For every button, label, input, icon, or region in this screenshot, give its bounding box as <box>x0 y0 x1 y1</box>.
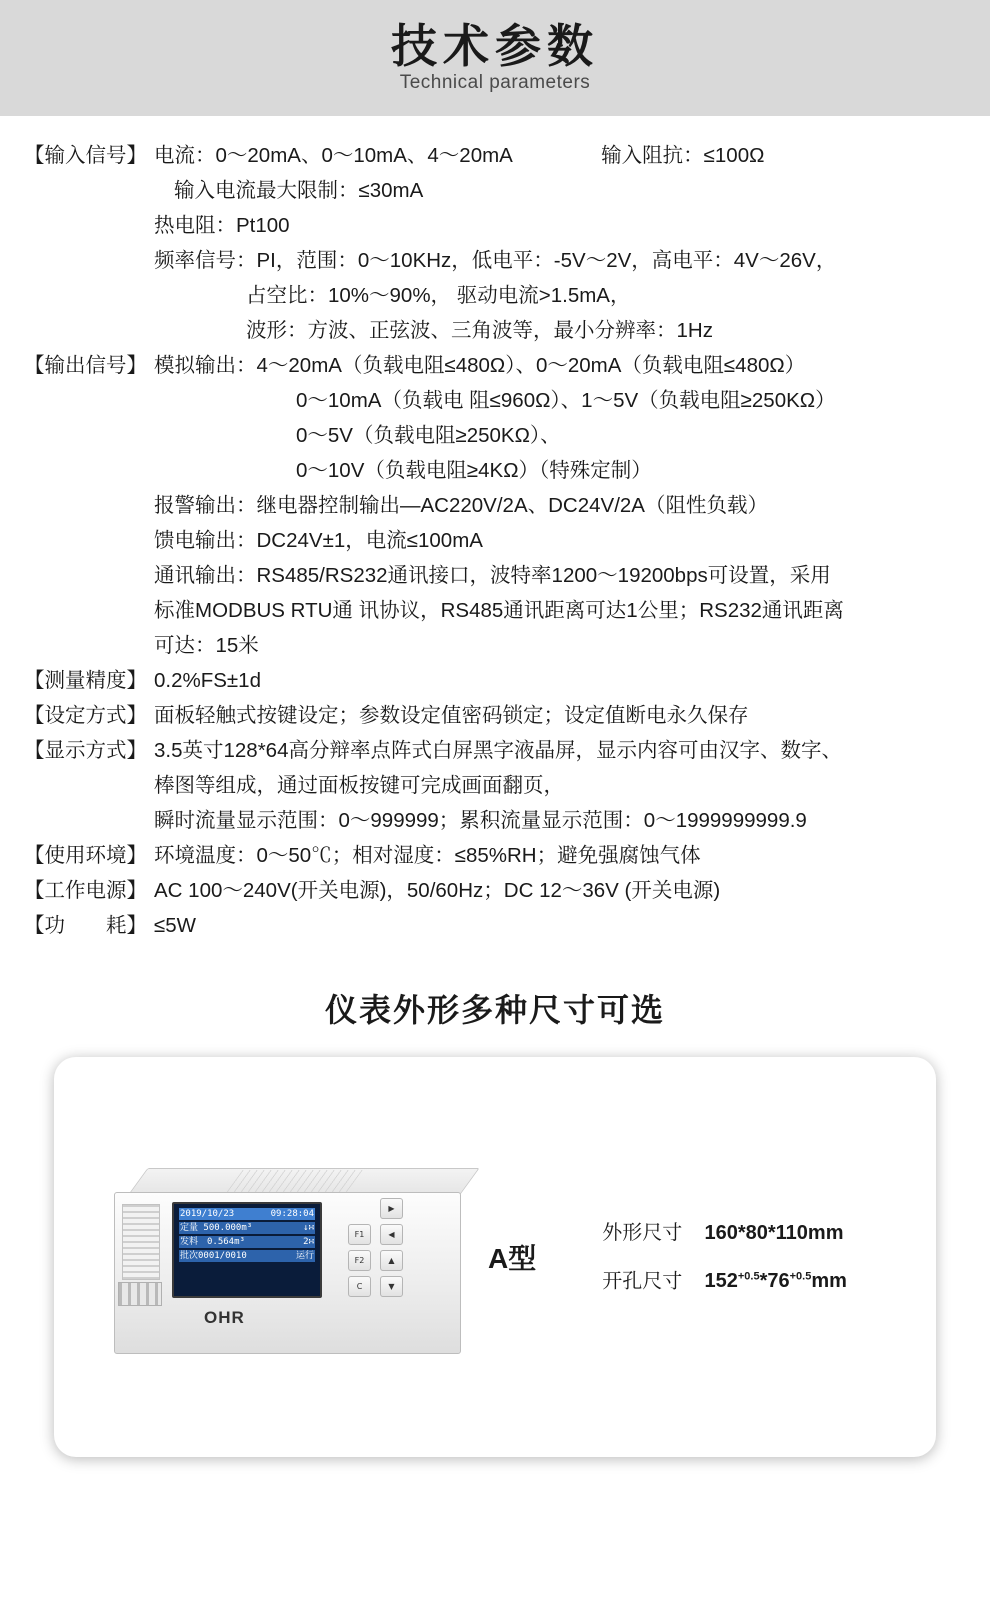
spec-label-environment: 【使用环境】 <box>24 844 147 867</box>
spec-label-consumption: 【功 耗】 <box>24 914 147 937</box>
spec-row-consumption <box>24 908 966 943</box>
input-signal-line4: 频率信号：PI，范围：0～10KHz，低电平：-5V～2V，高电平：4V～26V， <box>154 249 837 272</box>
spec-row-environment <box>24 838 966 873</box>
lcd-row-batch <box>179 1250 315 1262</box>
spec-label-display-method: 【显示方式】 <box>24 739 147 762</box>
spec-row-setting-method <box>24 698 966 733</box>
section-title: 仪表外形多种尺寸可选 <box>324 992 665 1028</box>
page-subtitle: Technical parameters <box>399 72 591 94</box>
lcd-time: 09:28:04 <box>270 1209 314 1219</box>
spec-label-input-signal: 【输入信号】 <box>24 144 147 167</box>
input-signal-line6: 波形：方波、正弦波、三角波等，最小分辨率：1Hz <box>246 319 713 342</box>
input-signal-line1: 电流：0～20mA、0～10mA、4～20mA <box>154 144 512 167</box>
output-signal-line4: 0～10V（负载电阻≥4KΩ）（特殊定制） <box>296 459 652 482</box>
device-terminal-block <box>118 1282 162 1306</box>
page-title: 技术参数 <box>391 19 599 72</box>
display-method-line1: 3.5英寸128*64高分辩率点阵式白屏黑字液晶屏，显示内容可由汉字、数字、 <box>154 739 842 762</box>
lcd-batch-count: 批次0001/0010 <box>180 1251 247 1261</box>
output-signal-line7: 通讯输出：RS485/RS232通讯接口，波特率1200～19200bps可设置，采用 <box>154 564 831 587</box>
device-lcd-screen <box>172 1202 322 1298</box>
output-signal-line1: 模拟输出：4～20mA（负载电阻≤480Ω）、0～20mA（负载电阻≤480Ω） <box>154 354 806 377</box>
output-signal-line3: 0～5V（负载电阻≥250KΩ）、 <box>296 424 561 447</box>
spec-value-environment: 环境温度：0～50℃；相对湿度：≤85%RH；避免强腐蚀气体 <box>154 844 701 867</box>
spec-row-accuracy <box>24 663 966 698</box>
spec-value-input-signal <box>154 138 966 173</box>
lcd-date: 2019/10/23 <box>180 1209 235 1219</box>
hole-dimension-mid: *76 <box>759 1270 790 1293</box>
spec-label-accuracy: 【测量精度】 <box>24 669 147 692</box>
spec-label-setting-method: 【设定方式】 <box>24 704 147 727</box>
output-signal-line6: 馈电输出：DC24V±1，电流≤100mA <box>154 529 483 552</box>
output-signal-line5: 报警输出：继电器控制输出—AC220V/2A、DC24V/2A（阻性负载） <box>154 494 768 517</box>
key-clear[interactable]: C <box>348 1276 371 1297</box>
lcd-setpoint-icon: ↓∺ <box>303 1223 314 1233</box>
display-method-line3: 瞬时流量显示范围：0～999999；累积流量显示范围：0～1999999999.9 <box>154 809 807 832</box>
key-down-arrow[interactable]: ▼ <box>380 1276 403 1297</box>
lcd-row-dispense <box>179 1236 315 1248</box>
lcd-row-datetime <box>179 1208 315 1220</box>
spec-row-power <box>24 873 966 908</box>
input-signal-line3: 热电阻：Pt100 <box>154 214 290 237</box>
display-method-line2: 棒图等组成，通过面板按键可完成画面翻页， <box>154 774 564 797</box>
hole-dimension-tol-a: +0.5 <box>737 1270 760 1283</box>
spec-row-input-signal <box>24 138 966 173</box>
device-model-label: A型 <box>488 1243 537 1274</box>
device-brand-logo: OHR <box>204 1308 245 1327</box>
spec-value-accuracy: 0.2%FS±1d <box>154 669 261 692</box>
input-impedance: 输入阻抗：≤100Ω <box>601 144 765 167</box>
hole-dimension-value-a: 152 <box>704 1270 738 1293</box>
spec-label-output-signal: 【输出信号】 <box>24 354 147 377</box>
key-right-arrow[interactable]: ▶ <box>380 1198 403 1219</box>
spec-value-consumption: ≤5W <box>154 914 197 937</box>
output-signal-line2: 0～10mA（负载电 阻≤960Ω）、1～5V（负载电阻≥250KΩ） <box>296 389 836 412</box>
spec-value-setting-method: 面板轻触式按键设定；参数设定值密码锁定；设定值断电永久保存 <box>154 704 749 727</box>
device-illustration <box>84 1132 484 1382</box>
lcd-row-setpoint <box>179 1222 315 1234</box>
device-top-label-lines <box>225 1170 362 1194</box>
outer-dimension-value: 160*80*110mm <box>704 1221 844 1244</box>
device-dimensions <box>602 1211 847 1304</box>
lcd-status: 运行 <box>295 1251 314 1261</box>
input-signal-line5: 占空比：10%～90%， 驱动电流>1.5mA， <box>246 284 631 307</box>
input-signal-line2: 输入电流最大限制：≤30mA <box>174 179 424 202</box>
hole-dimension-unit: mm <box>811 1270 847 1293</box>
hole-dimension-tol-b: +0.5 <box>789 1270 812 1283</box>
lcd-setpoint-value: 定量 500.000m³ <box>180 1223 253 1233</box>
outer-dimension-row <box>602 1211 847 1255</box>
hole-dimension-row <box>602 1255 847 1304</box>
spec-row-output-signal <box>24 348 966 383</box>
key-f2[interactable]: F2 <box>348 1250 371 1271</box>
lcd-dispense-icon: 2∺ <box>303 1237 314 1247</box>
page-header <box>0 0 990 116</box>
spec-value-power: AC 100～240V(开关电源)，50/60Hz；DC 12～36V (开关电源) <box>154 879 721 902</box>
spec-list <box>0 116 990 943</box>
output-signal-line9: 可达：15米 <box>154 634 259 657</box>
spec-label-power: 【工作电源】 <box>24 879 147 902</box>
outer-dimension-label: 外形尺寸 <box>602 1221 683 1244</box>
lcd-dispense-value: 发料 0.564m³ <box>180 1237 245 1247</box>
output-signal-line8: 标准MODBUS RTU通 讯协议，RS485通讯距离可达1公里；RS232通讯距离 <box>154 599 844 622</box>
device-vent-grill <box>122 1204 160 1280</box>
device-keypad <box>334 1198 426 1302</box>
product-card <box>54 1057 936 1457</box>
hole-dimension-label: 开孔尺寸 <box>602 1270 683 1293</box>
key-f1[interactable]: F1 <box>348 1224 371 1245</box>
spec-row-display-method <box>24 733 966 768</box>
key-left-arrow[interactable]: ◀ <box>380 1224 403 1245</box>
key-up-arrow[interactable]: ▲ <box>380 1250 403 1271</box>
